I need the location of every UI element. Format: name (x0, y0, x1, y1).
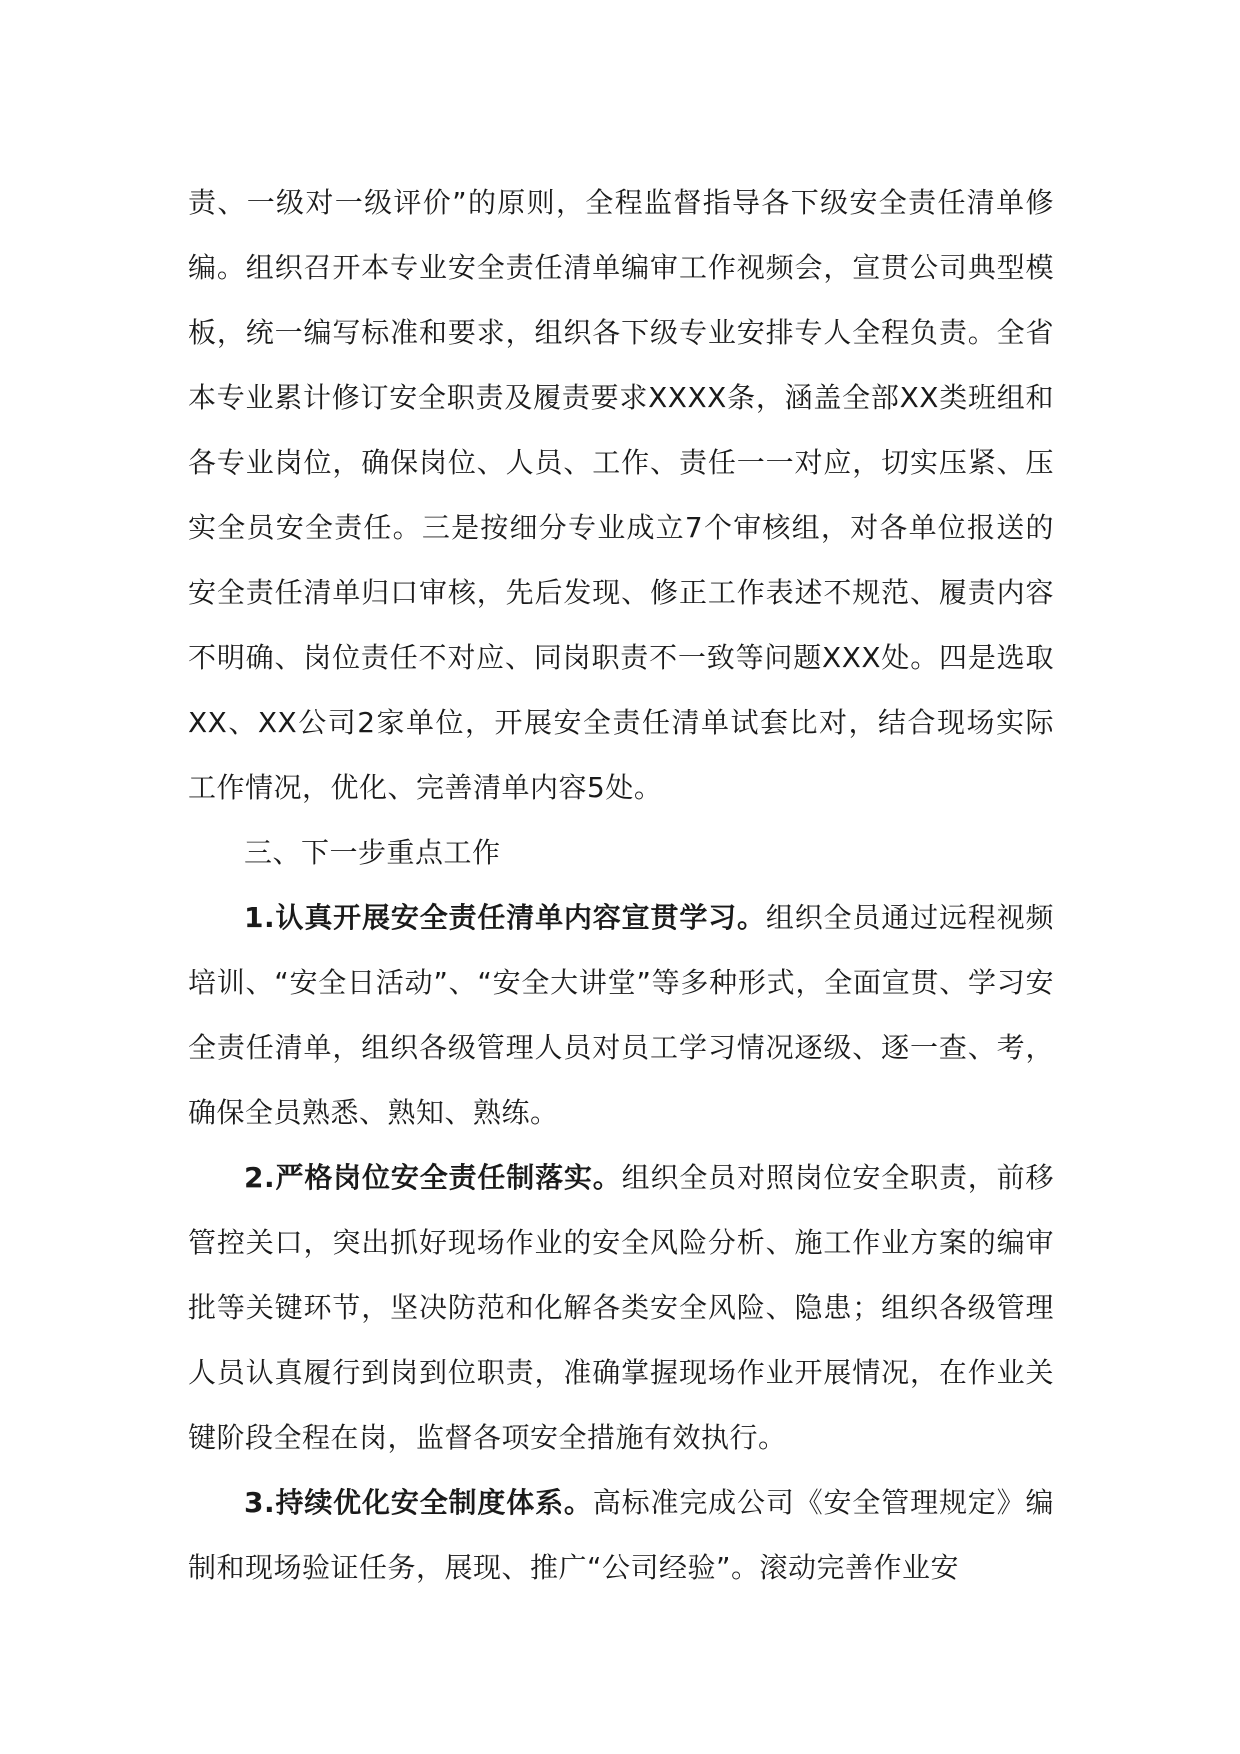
list-item-2 (188, 1145, 1054, 1470)
paragraph-continued: 责、一级对一级评价”的原则，全程监督指导各下级安全责任清单修编。组织召开本专业安全责任清单编审工作视频会，宣贯公司典型模板，统一编写标准和要求，组织各下级专业安排专人全程负责。全省本专业累计修订安全职责及履责要求XXXX条，涵盖全部XX类班组和各专业岗位，确保岗位、人员、工作、责任一一对应，切实压紧、压实全员安全责任。三是按细分专业成立7个审核组，对各单位报送的安全责任清单归口审核，先后发现、修正工作表述不规范、履责内容不明确、岗位责任不对应、同岗职责不一致等问题XXX处。四是选取XX、XX公司2家单位，开展安全责任清单试套比对，结合现场实际工作情况，优化、完善清单内容5处。 (188, 186, 1054, 804)
list-item-1-title: 1.认真开展安全责任清单内容宣贯学习。 (244, 901, 766, 934)
list-item-2-title: 2.严格岗位安全责任制落实。 (244, 1161, 622, 1194)
list-item-3-body: 高标准完成公司《安全管理规定》编制和现场验证任务，展现、推广“公司经验”。滚动完善作业安 (188, 1486, 1054, 1584)
document-body (188, 170, 1054, 1600)
list-item-1 (188, 885, 1054, 1145)
list-item-1-body: 组织全员通过远程视频培训、“安全日活动”、“安全大讲堂”等多种形式，全面宣贯、学习安全责任清单，组织各级管理人员对员工学习情况逐级、逐一查、考，确保全员熟悉、熟知、熟练。 (188, 901, 1054, 1129)
list-item-3 (188, 1470, 1054, 1600)
list-item-3-title: 3.持续优化安全制度体系。 (244, 1486, 593, 1519)
list-item-2-body: 组织全员对照岗位安全职责，前移管控关口，突出抓好现场作业的安全风险分析、施工作业方案的编审批等关键环节，坚决防范和化解各类安全风险、隐患；组织各级管理人员认真履行到岗到位职责，准确掌握现场作业开展情况，在作业关键阶段全程在岗，监督各项安全措施有效执行。 (188, 1161, 1054, 1454)
section-heading-next-steps: 三、下一步重点工作 (244, 836, 501, 869)
